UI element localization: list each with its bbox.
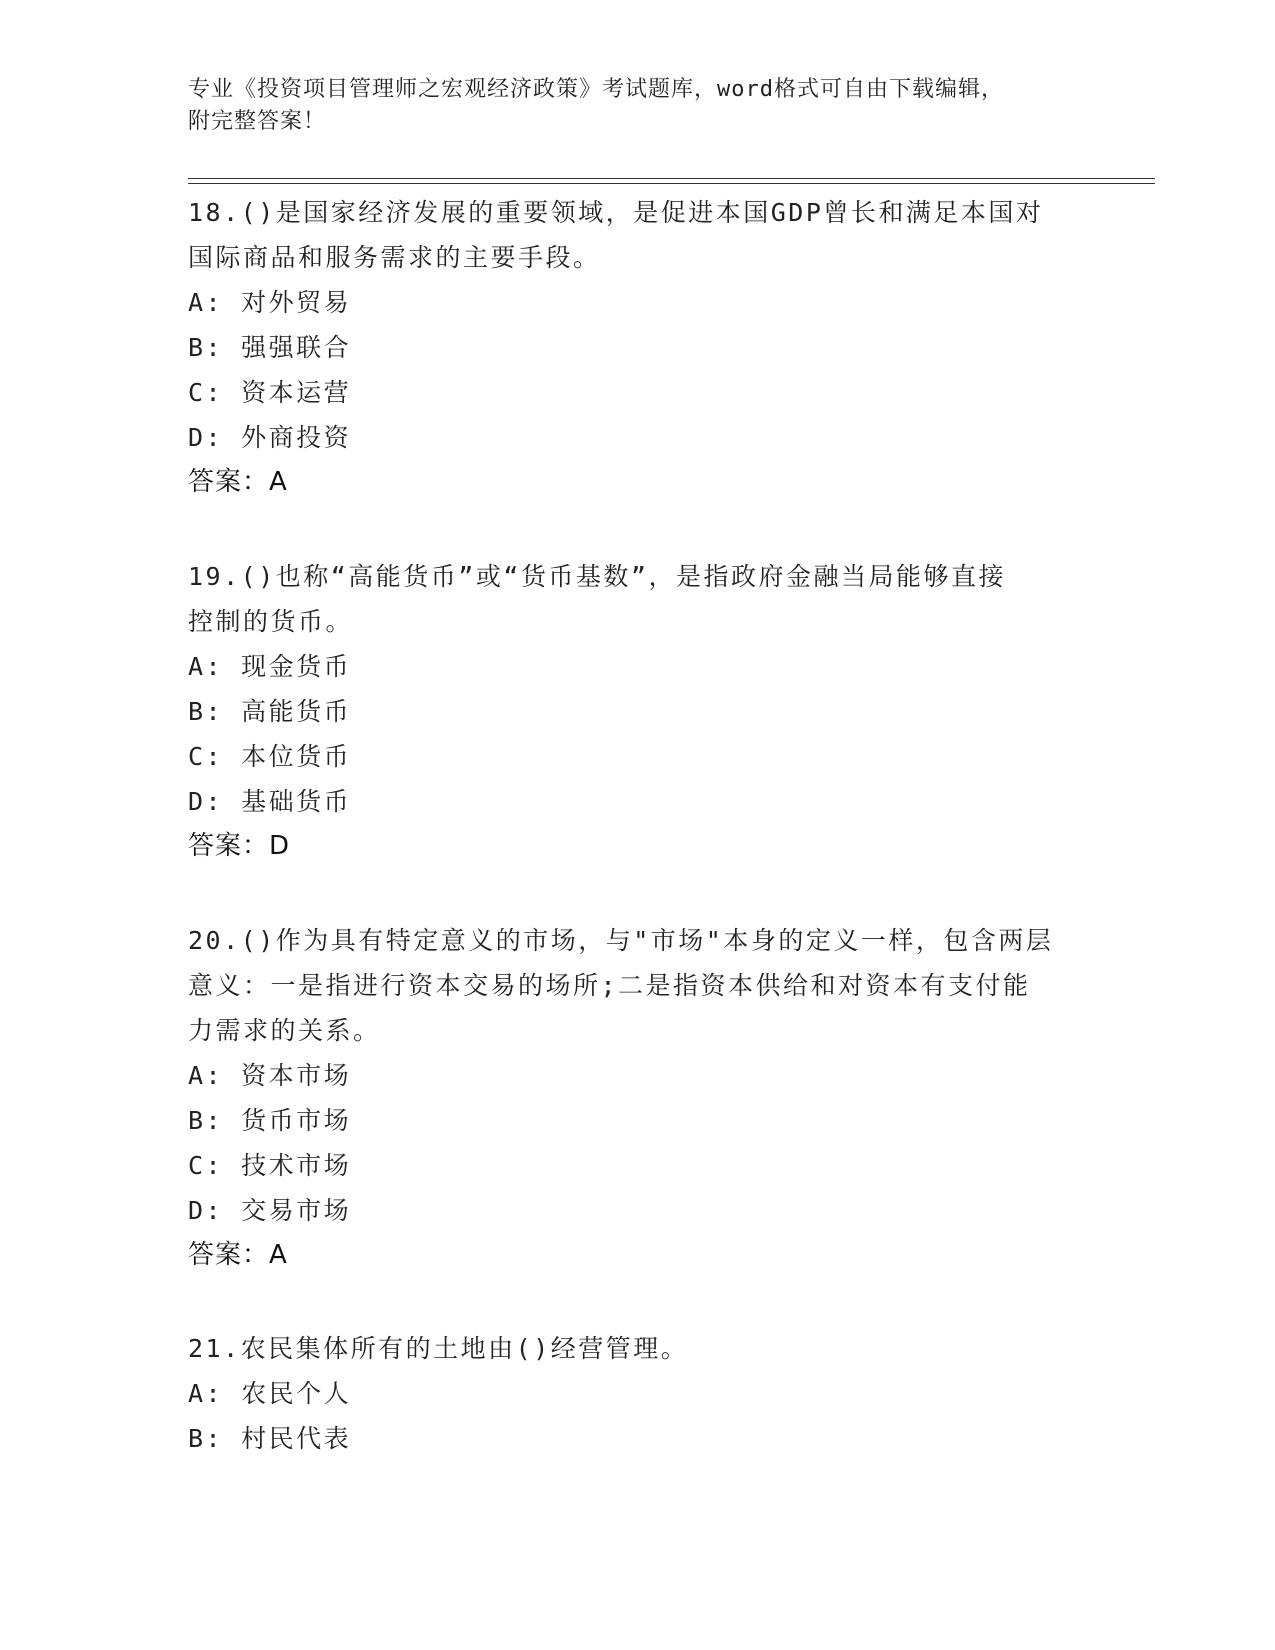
option-text: 交易市场 [241,1196,352,1225]
question-20 [188,918,1088,1278]
option-c [188,370,1088,415]
option-letter: C: [188,742,224,771]
option-b [188,1098,1088,1143]
option-letter: B: [188,1106,224,1135]
option-letter: A: [188,652,224,681]
option-letter: A: [188,288,224,317]
option-a [188,1371,1088,1416]
question-line: 控制的货币。 [188,607,354,636]
question-line: 国际商品和服务需求的主要手段。 [188,243,601,272]
option-text: 高能货币 [241,697,352,726]
document-header [188,74,1088,138]
option-b [188,325,1088,370]
option-text: 基础货币 [241,787,352,816]
option-a [188,644,1088,689]
option-a [188,280,1088,325]
option-d [188,1188,1088,1233]
question-text [188,554,1088,644]
question-text [188,1326,1088,1371]
option-letter: D: [188,1196,224,1225]
header-line-1: 专业《投资项目管理师之宏观经济政策》考试题库，word格式可自由下载编辑， [188,77,1004,102]
option-text: 现金货币 [241,652,352,681]
option-c [188,1143,1088,1188]
option-letter: B: [188,1424,224,1453]
option-letter: B: [188,697,224,726]
option-text: 村民代表 [241,1424,352,1453]
header-line-2: 附完整答案！ [188,109,327,134]
option-text: 本位货币 [241,742,352,771]
question-text [188,190,1088,280]
question-line: 18.()是国家经济发展的重要领域，是促进本国GDP曾长和满足本国对 [188,198,1044,227]
option-letter: A: [188,1061,224,1090]
question-18 [188,190,1088,505]
question-21 [188,1326,1088,1461]
option-letter: B: [188,333,224,362]
option-c [188,734,1088,779]
option-letter: C: [188,378,224,407]
header-divider-top [188,178,1155,179]
option-text: 外商投资 [241,423,352,452]
option-d [188,415,1088,460]
option-text: 资本运营 [241,378,352,407]
option-d [188,779,1088,824]
question-line: 20.()作为具有特定意义的市场，与"市场"本身的定义一样，包含两层 [188,926,1054,955]
answer-line: 答案：A [188,1240,288,1270]
option-letter: C: [188,1151,224,1180]
option-text: 技术市场 [241,1151,352,1180]
question-line: 21.农民集体所有的土地由()经营管理。 [188,1334,689,1363]
option-text: 资本市场 [241,1061,352,1090]
option-text: 强强联合 [241,333,352,362]
option-b [188,689,1088,734]
answer-line: 答案：A [188,467,288,497]
header-divider-bottom [188,183,1155,184]
option-text: 货币市场 [241,1106,352,1135]
option-b [188,1416,1088,1461]
option-text: 农民个人 [241,1379,352,1408]
question-line: 力需求的关系。 [188,1016,381,1045]
question-19 [188,554,1088,869]
option-a [188,1053,1088,1098]
option-letter: A: [188,1379,224,1408]
option-letter: D: [188,787,224,816]
answer-line: 答案：D [188,831,291,861]
option-text: 对外贸易 [241,288,352,317]
option-letter: D: [188,423,224,452]
question-line: 意义：一是指进行资本交易的场所;二是指资本供给和对资本有支付能 [188,971,1031,1000]
question-text [188,918,1088,1053]
question-line: 19.()也称“高能货币”或“货币基数”，是指政府金融当局能够直接 [188,562,1006,591]
